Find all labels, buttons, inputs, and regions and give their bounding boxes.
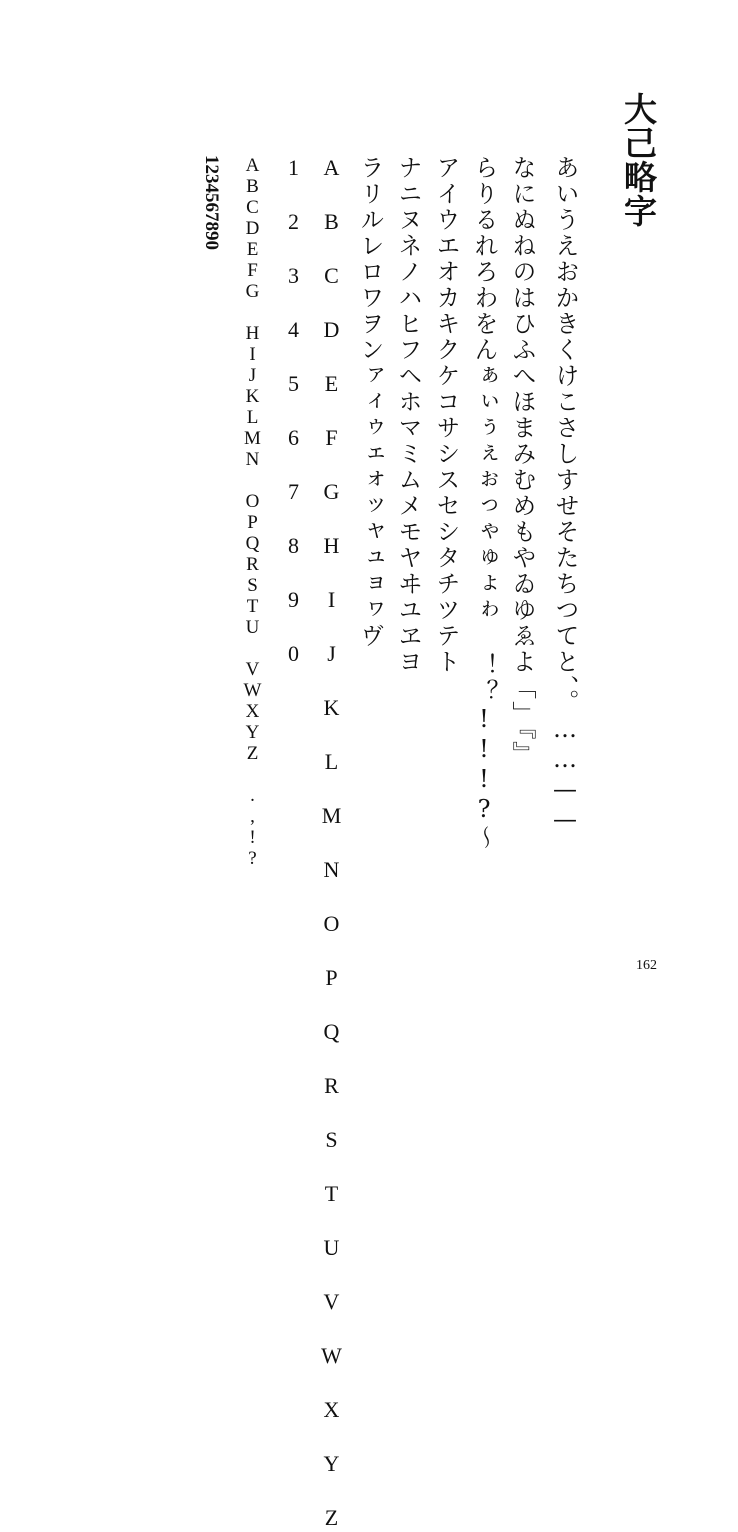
- hiragana-column-2: なにぬねのはひふへほまみむめもやゐゆゑよ「」『』: [508, 155, 536, 767]
- hiragana-column-1: あいうえおかきくけこさしすせそたちつてと、。……——: [551, 155, 579, 835]
- hiragana-column-3: らりるれろわをんぁぃぅぇぉっゃゅょゎ ！？!!!?〜: [470, 155, 498, 851]
- digits-spaced-column: 1 2 3 4 5 6 7 8 9 0: [281, 155, 306, 668]
- digits-dense-column: 1234567890: [201, 155, 222, 250]
- katakana-column-3: ラリルレロワヲンァィゥェォッャュョヮヴ: [356, 155, 384, 649]
- page-number: 162: [636, 958, 657, 973]
- katakana-column-1: アイウエオカキクケコサシスセシタチツテト: [432, 155, 460, 675]
- alphabet-dense-column: ABCDEFG HIJKLMN OPQRSTU VWXYZ .,!?: [242, 155, 263, 869]
- page-title: 大​己略字: [619, 92, 658, 228]
- katakana-column-2: ナニヌネノハヒフヘホマミムメモヤヰユヱヨ: [394, 155, 422, 675]
- alphabet-spaced-column: A B C D E F G H I J K L M N O P Q R S T U V W X Y Z: [319, 155, 344, 1532]
